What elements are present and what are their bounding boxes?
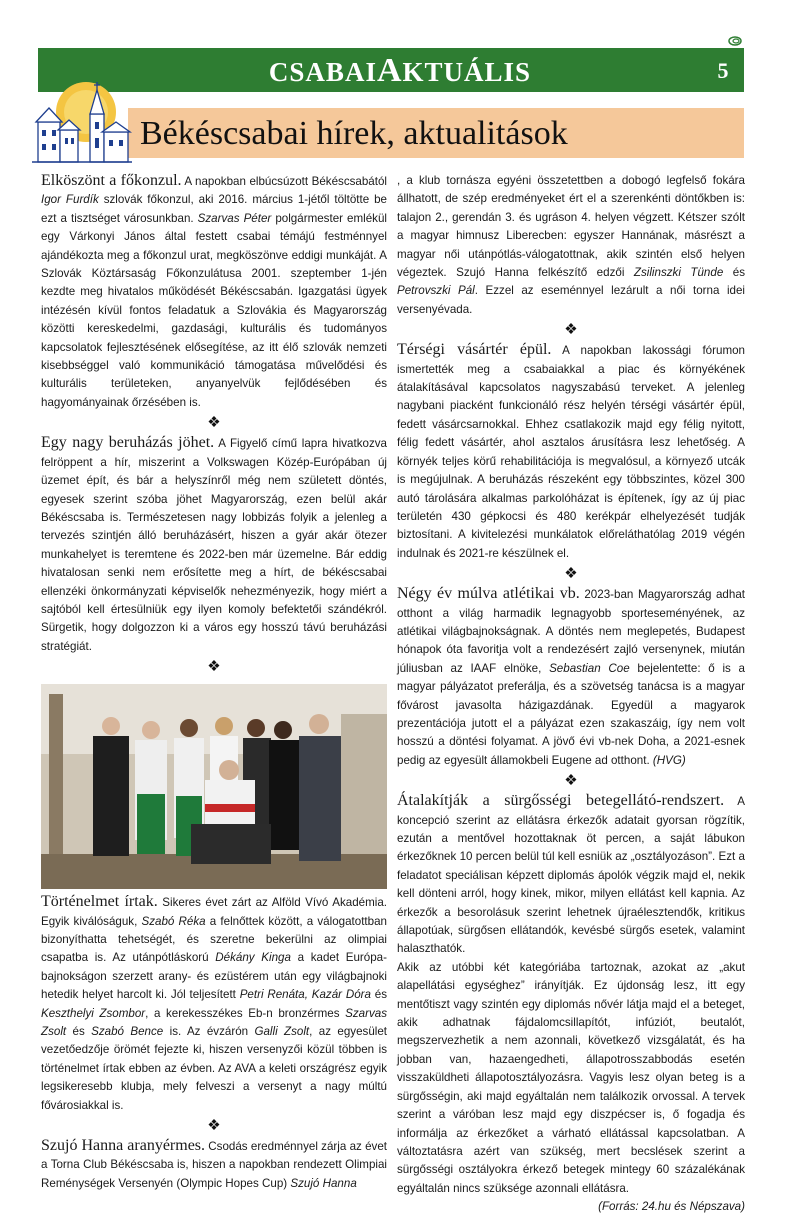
source-credit: (Forrás: 24.hu és Népszava) — [598, 1200, 745, 1214]
article-text: és — [723, 266, 745, 280]
person-name: Szabó Bence — [91, 1025, 164, 1038]
article-heading: Egy nagy beruházás jöhet. — [41, 434, 215, 452]
article-fairground — [397, 341, 745, 563]
town-church-logo — [30, 72, 134, 168]
article-paragraph: Akik az utóbbi két kategóriába tartoznak, azokat az „akut alapellátási egységhez” irányítják. Ez újdonság lesz, itt egy mentőtiszt vagy szintén egy diplomás nővér látja majd el a beteget, akik adhatnak fájdalomcsillapítót, infúziót, beutalót, megszervezhetik a nem azonnali, következő vizsgálatát, és ha jobban van, hazaengedheti, állapotrosszabbodás esetén visszaküldheti állapotosztályozásra. Vagyis lesz olyan beteg is a sürgősségin, aki majd egyáltalán nem találkozik orvossal. A tervek szerint a váróban lesz majd egy diszpécser is, ő fogadja és informálja az érkezőket a várható ellátással kapcsolatban. A változtatásra azért van szükség, mert becslések szerint a sürgősségi osztályokra érkező betegek mintegy 60 százalékának egyáltalán nincs szüksége azonnali ellátásra. — [397, 960, 745, 1195]
magazine-title-part3: KTUÁLIS — [402, 57, 532, 87]
article-heading: Elköszönt a főkonzul. — [41, 172, 182, 189]
article-heading: Szujó Hanna aranyérmes. — [41, 1137, 206, 1155]
source-credit: (HVG) — [652, 753, 686, 767]
article-text: a kadet Európa-bajnokságon szerzett arany- és ezüstérem után egy világbajnoki hetedik helyet harcolt ki. Jól teljesített — [41, 951, 387, 1002]
article-text: Sikeres évet zárt az Alföld Vívó Akadémia. Egyik kiválóságuk, — [41, 896, 388, 928]
article-text: A koncepció szerint az ellátásra érkezők adatait gyorsan rögzítik, ezután a mentővel hozottaknak öt percen, a saját lábukon érkezőknek 10 percen belül túl kell esniük az „osztályozáson”. Ezt a feladatot speciálisan képzett diplomás ápolók végzik majd el, nekik kell dönteni arról, hogy kinek, mikor, milyen ellátást kell kapnia. Az érkezők a besorolásuk szerint lehetnek újraélesztendők, kritikus állapotúak, sürgősen ellátandók, kevésbé sürgős esetek, valamint halaszthatók. — [397, 795, 745, 956]
article-text: . Ezzel az eseménnyel lezárult a női torna idei versenyévada. — [397, 284, 745, 316]
section-divider: ❖ — [207, 414, 221, 432]
article-text: A napokban lakossági fórumon ismertették meg a csabaiakkal a piac és környékének átalakításával kapcsolatos nagyszabású terveket. A jelenleg nagybani piacként funkcionáló rész helyén térségi vásártér épül, fedett vásárcsarnokkal. Ehhez csatlakozik majd egy félig nyitott, félig fedett vásártér, ahol asztalos árusításra lesz lehetőség. A környék teljes körű rehabilitációja is megvalósul, a környező utcák is megújulnak. A beruházás részeként egy többszintes, közel 300 autó tárolására alkalmas parkolóházat is építenek, így az új piac területén 430 gépkocsi és 480 kerékpár elhelyezését tudják biztosítani. A kivitelezési munkálatok előreláthatólag 2019 végén indulnak és 2021-re készülnek el. — [397, 344, 745, 560]
article-text: és — [370, 988, 387, 1002]
magazine-title-part2: A — [376, 52, 403, 89]
article-gymnastics — [41, 1137, 387, 1193]
article-text: , a kerekesszékes Eb-n bronzérmes — [145, 1006, 346, 1020]
swirl-icon — [728, 36, 742, 46]
section-divider: ❖ — [564, 321, 578, 339]
person-name: Dékány Kinga — [215, 951, 291, 965]
article-athletics — [397, 585, 745, 770]
article-heading: Négy év múlva atlétikai vb. — [397, 585, 580, 603]
section-divider: ❖ — [207, 1117, 221, 1135]
person-name: Galli Zsolt — [254, 1025, 310, 1038]
article-text: polgármester emlékül egy Várkonyi János által festett csabai témájú festménnyel ajándékozta meg a főkonzul urat, megköszönve eddigi munkáját. A Szlovák Köztársaság Főkonzulátusa 2001. szeptember 1-jén kezdte meg hivatalos működését Békéscsabán. Igazgatási ügyek intézésén kívül fontos feladatuk a Szlovákia és Magyarország közötti kereskedelmi, gazdasági, kulturális és tudományos kapcsolatok fejlesztésének elősegítése, az itt élő szlovák nemzeti kisebbséggel való kommunikáció támogatása művelődési és kulturális területeken, anyanyelvük fejlődésében és hagyományainak őrzésében is. — [41, 211, 387, 409]
person-name: Petri Renáta, Kazár Dóra — [239, 988, 371, 1002]
article-text: szlovák főkonzul, aki 2016. március 1-jétől töltötte be ezt a tisztséget városunkban. — [41, 193, 388, 225]
article-text: , az egyesület vezetőedzője örömét fejezte ki, hiszen versenyzői közül többen is történelmet írtak ebben az évben. Az AVA a keleti országrész egyik legsikeresebb klubja, mely felveszi a versenyt a nagy múltú fővárosiakkal is. — [41, 1025, 388, 1112]
article-heading: Történelmet írtak. — [41, 893, 158, 911]
article-heading: Térségi vásártér épül. — [397, 341, 552, 359]
person-name: Szarvas Péter — [197, 211, 272, 225]
page-number: 5 — [717, 58, 729, 83]
article-text: a felnőttek között, a válogatottban bizonyíthatta tehetségét, és szeretne bekerülni az olimpiai csapatba is. Az utánpótláskorú — [41, 914, 387, 965]
article-text: A Figyelő című lapra hivatkozva felröppent a hír, miszerint a Volkswagen Közép-Európában új üzemet épít, és bár a helyszínről még nem született döntés, egyesek szerint szóba jöhet Magyarország, ezen belül akár Békéscsaba is. Természetesen nagy lobbizás folyik a jelenleg a tervezés szintjén álló beruházásért, hiszen a gyár akár ötezer munkahelyet is teremtene és 2022-ben már üzemelne. Bár eddig hivatalosan senki nem erősítette meg a hírt, de békéscsabai ellenzéki önkormányzati képviselők nehezményezik, hogy miért a sajtóból kell értesülniük egy ilyen komoly befektetői szándékról. Sürgetik, hogy dolgozzon ki a város egy hosszú távú beruházási stratégiát. — [41, 437, 388, 653]
article-consul-farewell — [41, 172, 387, 412]
article-text: is. Az évzárón — [163, 1025, 255, 1038]
article-emergency-care — [397, 792, 745, 1216]
person-name: Sebastian Coe — [549, 661, 630, 675]
person-name: Igor Furdík — [41, 193, 99, 207]
person-name: Szarvas Zsolt — [41, 1006, 388, 1038]
article-text: Csodás eredménnyel zárja az évet a Torna Club Békéscsaba is, hiszen a napokban rendezett Olimpiai Reménységek Versenyén (Olympic Hopes Cup) — [41, 1140, 387, 1190]
article-fencing — [41, 893, 387, 1115]
person-name: Petrovszki Pál — [397, 284, 475, 298]
person-name: Keszthelyi Zsombor — [41, 1006, 146, 1020]
article-text: és — [66, 1025, 92, 1038]
article-text: A napokban elbúcsúzott Békéscsabától — [181, 175, 388, 188]
article-investment — [41, 434, 387, 656]
article-heading: Átalakítják a sürgősségi betegellátó-rendszert. — [397, 792, 725, 810]
article-text: 2023-ban Magyarország adhat otthont a világ harmadik legnagyobb sporteseményének, az atlétikai világbajnokságnak. A döntés nem meglepetés, Budapest hónapok óta favoritja volt a rendezésért zajló versenynek, miután júliusban az IAAF elnöke, — [397, 588, 745, 675]
article-text: , a klub tornásza egyéni összetettben a dobogó legfelső fokára állhatott, de szép eredményeket ért el a szerenkénti döntőkben is: talajon 2., gerendán 3. és ugráson 4. helyen végzett. Kétszer szólt a magyar himnusz Liberecben: egyszer Hannának, másrészt a magyar női utánpótlás-válogatottnak, akik szintén első helyen végeztek. Szujó Hanna felkészítő edzői — [397, 174, 745, 280]
person-name: Zsilinszki Tünde — [633, 266, 724, 280]
right-column — [397, 172, 745, 1217]
section-divider: ❖ — [564, 772, 578, 790]
person-name: Szabó Réka — [141, 914, 206, 928]
fencing-academy-group-photo — [41, 684, 387, 889]
article-text: bejelentette: ő is a magyar pályázatot preferálja, és a szövetség tanácsa is a magyar fővárost javasolta házigazdának. Egyedül a magyarok prezentációja jutott el a pályázat ezen szakaszáig, így nem volt hosszú a döntési folyamat. A jövő évi vb-nek Doha, a 2021-esnek pedig az egyesült államokbeli Eugene ad otthont. — [397, 661, 745, 767]
section-title: Békéscsabai hírek, aktualitások — [140, 115, 568, 152]
section-divider: ❖ — [207, 658, 221, 676]
article-gymnastics-continued — [397, 172, 745, 319]
section-divider: ❖ — [564, 565, 578, 583]
magazine-title-part1: CSABAI — [268, 57, 377, 87]
person-name: Szujó Hanna — [290, 1176, 357, 1190]
magazine-title — [190, 52, 610, 90]
left-column — [41, 172, 387, 1193]
